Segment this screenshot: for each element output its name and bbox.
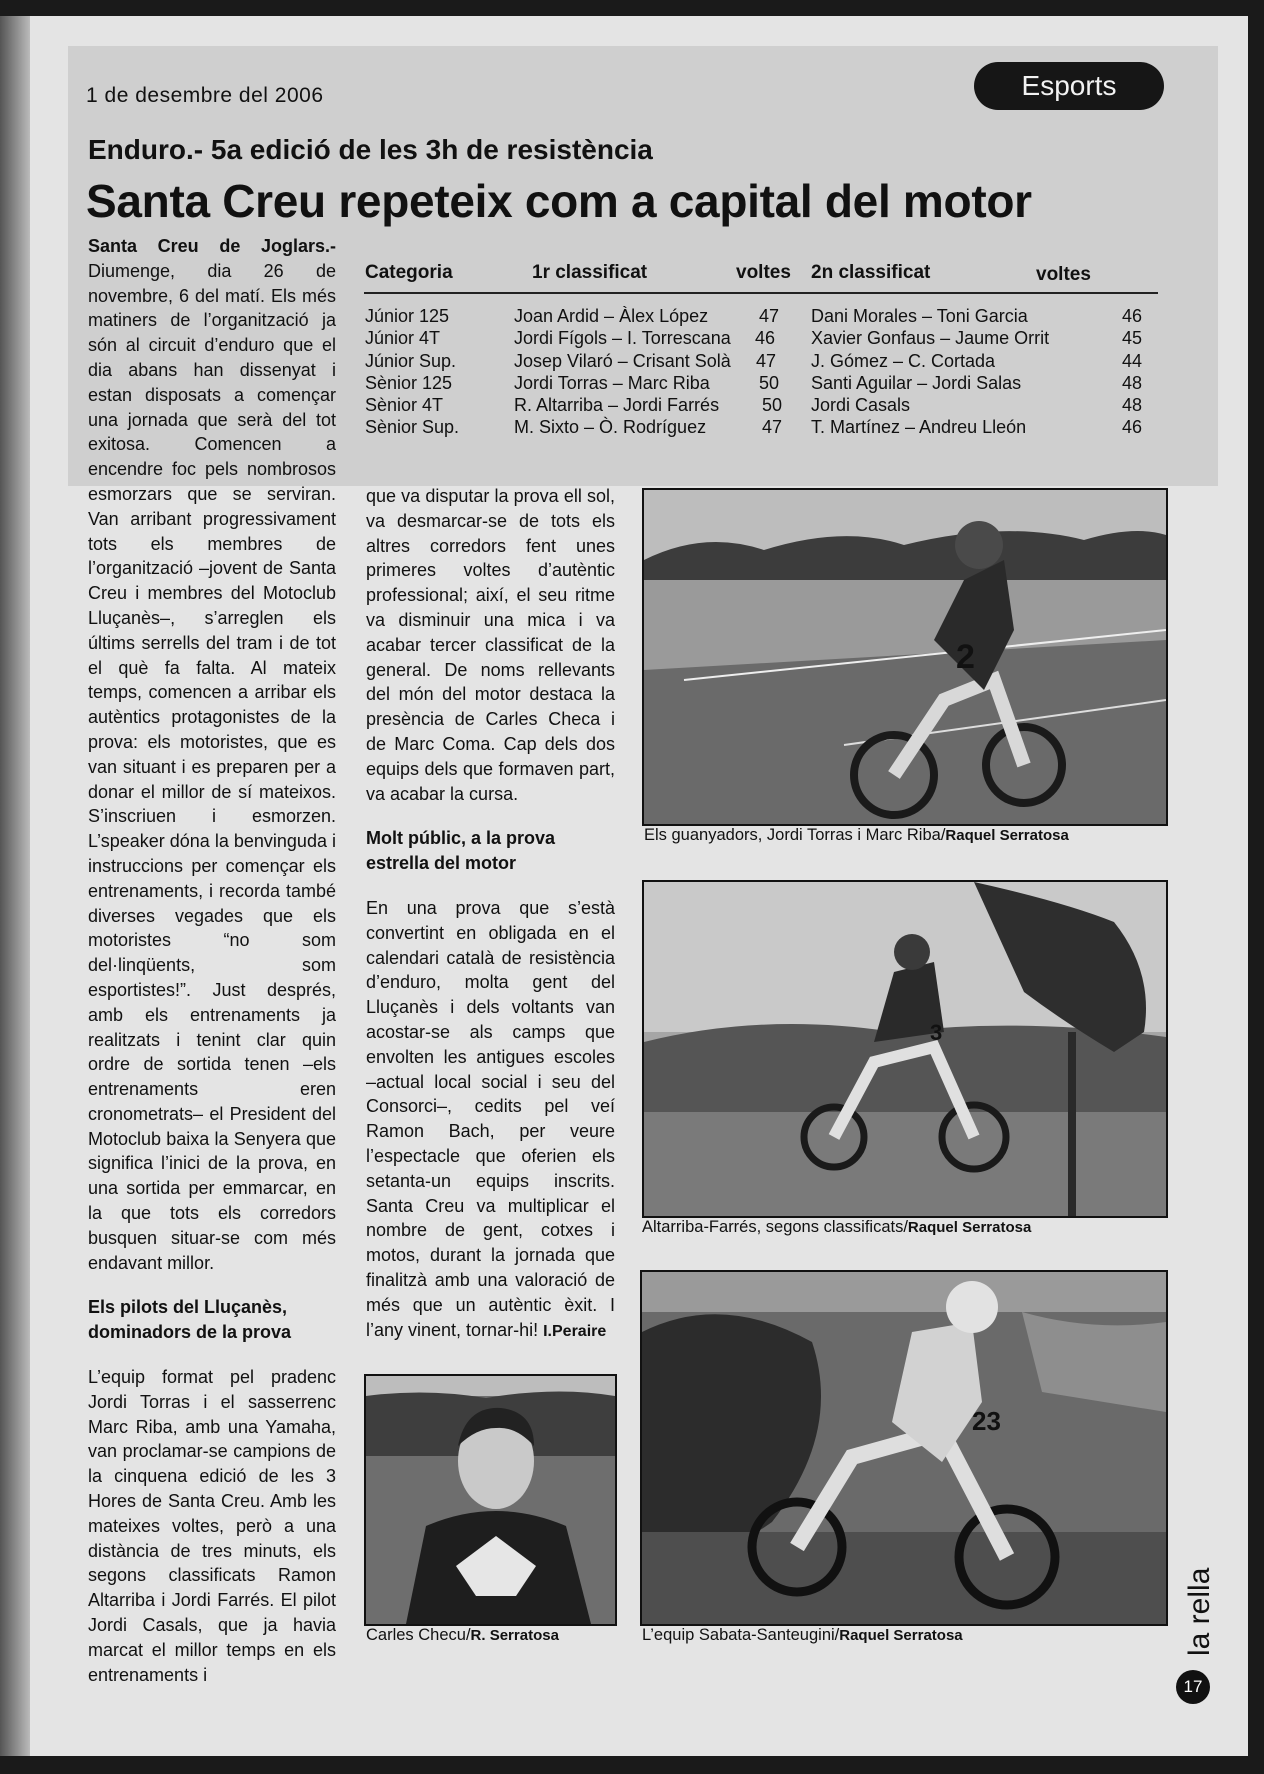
cell-laps-2: 48 bbox=[1122, 372, 1143, 393]
cell-laps-1: 47 bbox=[759, 306, 780, 326]
cell-second: Xavier Gonfaus – Jaume Orrit bbox=[811, 328, 1050, 349]
article-kicker: Enduro.- 5a edició de les 3h de resistència bbox=[88, 134, 653, 165]
subheading: Molt públic, a la prova estrella del motor bbox=[366, 828, 556, 874]
photo-caption bbox=[366, 1626, 559, 1645]
cell-first: Josep Vilaró – Crisant Solà bbox=[514, 350, 731, 371]
cell-laps-1: 46 bbox=[755, 328, 776, 349]
cell-second: Dani Morales – Toni Garcia bbox=[811, 306, 1028, 326]
cell-category: Sènior 4T bbox=[365, 395, 444, 416]
header-category: Categoria bbox=[365, 262, 453, 283]
bib-number: 3 bbox=[930, 1020, 943, 1045]
cell-laps-1: 47 bbox=[756, 350, 777, 371]
cell-laps-2: 45 bbox=[1122, 328, 1143, 349]
table-row bbox=[364, 417, 1158, 439]
photo-credit: Raquel Serratosa bbox=[839, 1627, 963, 1644]
paragraph-text: Diumenge, dia 26 de novembre, 6 del matí. Els més matiners de l’organització ja són al circuit d’enduro que el dia abans han dissenyat i estan disposats a començar una jornada que serà del tot exitosa. Comencen a encendre foc pels nombrosos esmorzars que se serviran. Van arribant progressivament tots els membres de l’organització –jovent de Santa Creu i membres del Motoclub Lluçanès–, s’arreglen els últims serrells del tram i de tot el què fa falta. Al mateix temps, comencen a arribar els autèntics protagonistes de la prova: els motoristes, que es van situant i es preparen per a donar el millor de sí mateixos. S’inscriuen i esmorzen. L’speaker dóna la benvinguda i instruccions per començar els entrenaments, i recorda també diverses vegades que els motoristes “no som del·linqüents, som esportistes!”. Just després, amb els entrenaments ja realitzats i tenint clar quin ordre de sortida tenen –els entrenaments eren cronometrats– el President del Motoclub baixa la Senyera que significa l’inici de la prova, en una sortida per emmarcar, en la que tots els corredors busquen situar-se com més endavant millor. bbox=[88, 260, 336, 1273]
cell-second: J. Gómez – C. Cortada bbox=[811, 350, 996, 371]
motocross-photo-image bbox=[644, 882, 1166, 1216]
photo-caption bbox=[642, 1626, 963, 1645]
motocross-photo-image bbox=[642, 1272, 1166, 1624]
cell-laps-2: 44 bbox=[1122, 350, 1143, 371]
paragraph bbox=[88, 234, 336, 1275]
cell-laps-2: 46 bbox=[1122, 306, 1143, 326]
photo-winners bbox=[642, 488, 1168, 826]
page-gutter bbox=[0, 16, 30, 1756]
table-row bbox=[364, 395, 1158, 417]
article-headline: Santa Creu repeteix com a capital del motor bbox=[86, 175, 1032, 227]
cell-laps-2: 46 bbox=[1122, 417, 1143, 438]
paragraph: que va disputar la prova ell sol, va desmarcar-se de tots els altres corredors fent unes primeres voltes d’autèntic professional; així, el seu ritme va disminuir una mica i va acabar tercer classificat de la general. De noms rellevants del món del motor destaca la presència de Carles Checa i de Marc Coma. Cap dels dos equips dels que formaven part, va acabar la cursa. bbox=[366, 486, 615, 804]
bib-number: 2 bbox=[956, 638, 975, 676]
photo-second-place bbox=[642, 880, 1168, 1218]
cell-first: Jordi Fígols – I. Torrescana bbox=[514, 328, 731, 349]
issue-date: 1 de desembre del 2006 bbox=[86, 84, 324, 107]
paragraph bbox=[366, 896, 615, 1344]
cell-first: Joan Ardid – Àlex López bbox=[514, 306, 709, 326]
cell-category: Júnior 4T bbox=[365, 328, 441, 349]
table-row bbox=[364, 328, 1158, 350]
table-header bbox=[364, 254, 1158, 294]
photo-third-team bbox=[640, 1270, 1168, 1626]
cell-category: Sènior Sup. bbox=[365, 417, 460, 438]
caption-text: Carles Checu/ bbox=[366, 1626, 471, 1644]
header-laps-1: voltes bbox=[736, 262, 791, 283]
cell-category: Júnior Sup. bbox=[365, 350, 457, 371]
cell-first: R. Altarriba – Jordi Farrés bbox=[514, 395, 720, 416]
cell-laps-1: 47 bbox=[762, 417, 783, 438]
cell-laps-1: 50 bbox=[759, 372, 780, 393]
section-badge: Esports bbox=[974, 62, 1164, 110]
cell-laps-2: 48 bbox=[1122, 395, 1143, 416]
paragraph: L’equip format pel pradenc Jordi Torras i el sasserrenc Marc Riba, amb una Yamaha, van proclamar-se campions de la cinquena edició de les 3 Hores de Santa Creu. Amb les mateixes voltes, però a una distància de tres minuts, els segons classificats Ramon Altarriba i Jordi Farrés. El pilot Jordi Casals, que ja havia marcat el millor temps en els entrenaments i bbox=[88, 1367, 336, 1685]
cell-second: Jordi Casals bbox=[811, 395, 911, 416]
cell-category: Sènior 125 bbox=[365, 372, 453, 393]
motocross-photo-image bbox=[644, 490, 1166, 824]
cell-first: Jordi Torras – Marc Riba bbox=[514, 372, 710, 393]
portrait-photo-image bbox=[366, 1376, 615, 1624]
caption-text: Altarriba-Farrés, segons classificats/ bbox=[642, 1218, 908, 1236]
header-second: 2n classificat bbox=[811, 262, 931, 283]
cell-category: Júnior 125 bbox=[365, 306, 450, 326]
table-row bbox=[364, 306, 1158, 328]
header-laps-2: voltes bbox=[1036, 264, 1091, 285]
cell-laps-1: 50 bbox=[762, 395, 783, 416]
article-column-2 bbox=[366, 484, 615, 1344]
lead-location: Santa Creu de Joglars.- bbox=[88, 236, 336, 256]
photo-portrait bbox=[364, 1374, 617, 1626]
cell-first: M. Sixto – Ò. Rodríguez bbox=[514, 417, 707, 438]
article-column-1 bbox=[88, 234, 336, 1687]
results-table bbox=[364, 254, 1158, 440]
bib-number: 23 bbox=[972, 1406, 1001, 1436]
photo-credit: R. Serratosa bbox=[470, 1627, 559, 1644]
cell-second: T. Martínez – Andreu Lleón bbox=[811, 417, 1027, 438]
byline: I.Peraire bbox=[543, 1322, 607, 1340]
caption-text: L’equip Sabata-Santeugini/ bbox=[642, 1626, 840, 1644]
header-first: 1r classificat bbox=[532, 262, 648, 283]
page-number: 17 bbox=[1176, 1670, 1210, 1704]
paragraph-text: En una prova que s’està convertint en obligada en el calendari català de resistència d’enduro, molta gent del Lluçanès i dels voltants van acostar-se als camps que envolten les antigues escoles –actual local social i seu del Consorci–, cedits pel veí Ramon Bach, per veure l’espectacle que oferien els setanta-un equips inscrits. Santa Creu va multiplicar el nombre de gent, cotxes i motos, durant la jornada que finalitzà amb una valoració de més que un autèntic èxit. I l’any vinent, tornar-hi! bbox=[366, 897, 615, 1340]
subheading: Els pilots del Lluçanès, dominadors de la prova bbox=[88, 1297, 292, 1343]
publication-name: la rella bbox=[1183, 1567, 1216, 1656]
photo-credit: Raquel Serratosa bbox=[945, 827, 1069, 844]
photo-credit: Raquel Serratosa bbox=[907, 1219, 1032, 1236]
photo-caption bbox=[644, 826, 1069, 845]
photo-caption bbox=[642, 1218, 1031, 1237]
cell-second: Santi Aguilar – Jordi Salas bbox=[811, 372, 1022, 393]
caption-text: Els guanyadors, Jordi Torras i Marc Riba/ bbox=[644, 826, 946, 844]
table-row bbox=[364, 351, 1158, 373]
table-row bbox=[364, 373, 1158, 395]
